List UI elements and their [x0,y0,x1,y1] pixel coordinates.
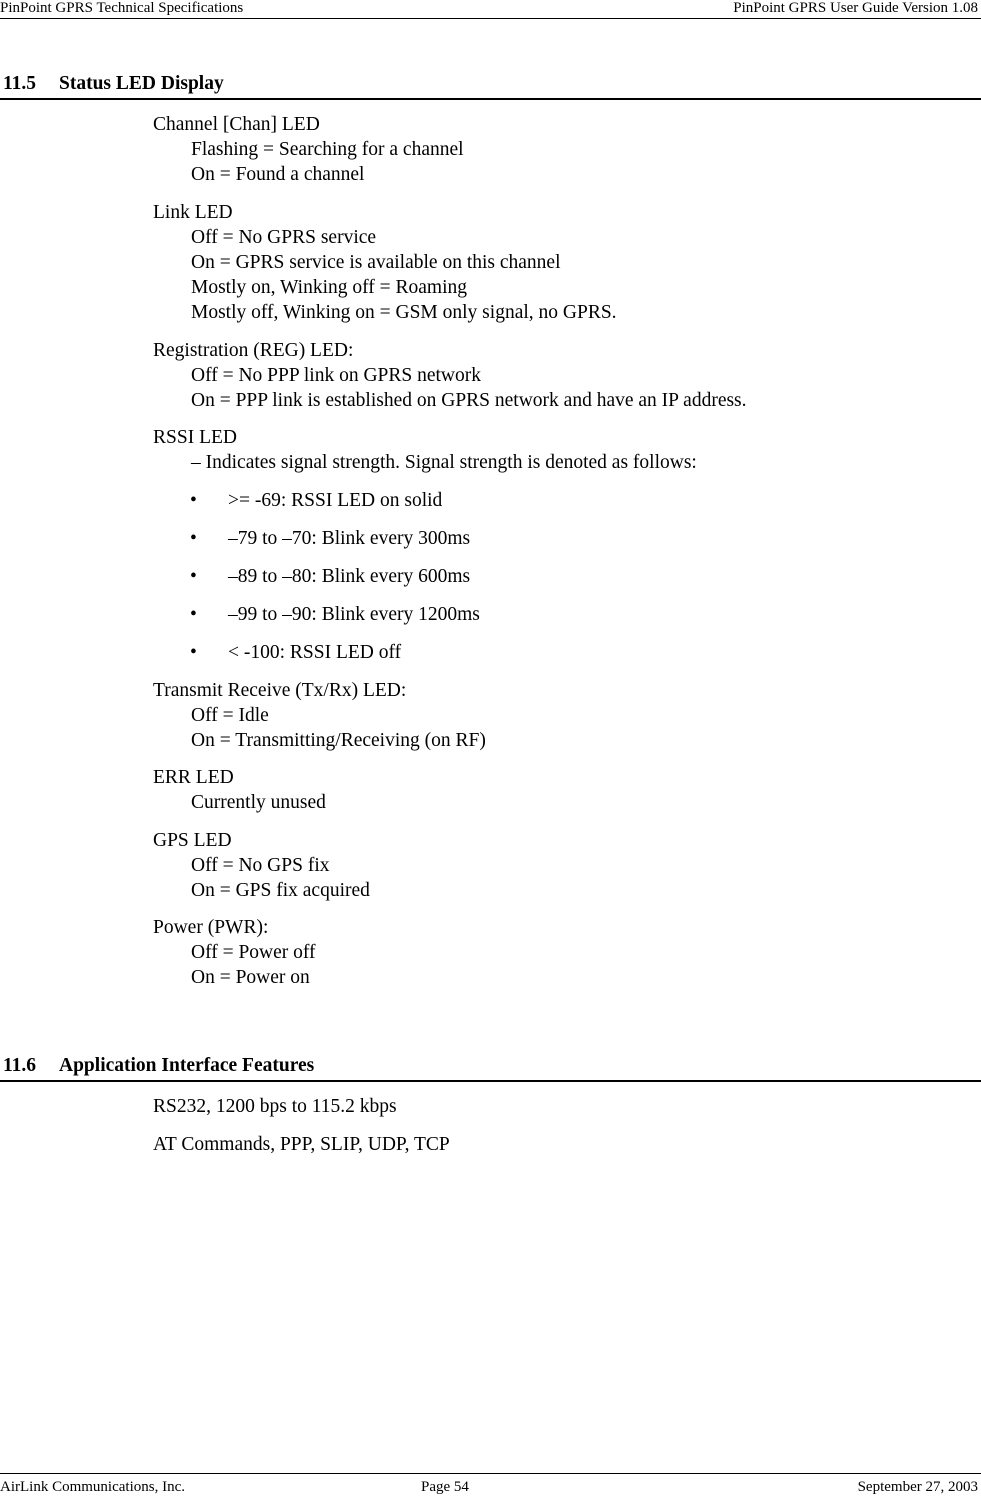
header-right-text: PinPoint GPRS User Guide Version 1.08 [733,0,978,16]
section-number: 11.6 [3,1055,37,1076]
link-led-line: Off = No GPRS service [191,227,377,248]
power-led-heading: Power (PWR): [153,917,269,938]
interface-line: AT Commands, PPP, SLIP, UDP, TCP [153,1134,450,1155]
registration-led-line: Off = No PPP link on GPRS network [191,365,481,386]
section-title: Status LED Display [59,73,224,94]
bullet-icon: • [190,566,197,587]
power-led-line: Off = Power off [191,942,316,963]
channel-led-line: On = Found a channel [191,164,365,185]
page-footer [0,1473,981,1496]
rssi-bullet-item: < -100: RSSI LED off [228,642,402,663]
txrx-led-line: Off = Idle [191,705,269,726]
channel-led-line: Flashing = Searching for a channel [191,139,464,160]
footer-company: AirLink Communications, Inc. [0,1479,185,1495]
rssi-led-intro: – Indicates signal strength. Signal strength is denoted as follows: [191,452,697,473]
power-led-line: On = Power on [191,967,310,988]
rssi-bullet-item: –79 to –70: Blink every 300ms [228,528,471,549]
section-heading-11-5 [0,72,981,100]
gps-led-line: On = GPS fix acquired [191,880,370,901]
section-number: 11.5 [3,73,37,94]
link-led-line: On = GPRS service is available on this channel [191,252,561,273]
rssi-bullet-item: –99 to –90: Blink every 1200ms [228,604,480,625]
bullet-icon: • [190,490,197,511]
registration-led-heading: Registration (REG) LED: [153,340,354,361]
txrx-led-heading: Transmit Receive (Tx/Rx) LED: [153,680,407,701]
link-led-line: Mostly on, Winking off = Roaming [191,277,467,298]
channel-led-heading: Channel [Chan] LED [153,114,320,135]
err-led-heading: ERR LED [153,767,234,788]
gps-led-heading: GPS LED [153,830,232,851]
interface-line: RS232, 1200 bps to 115.2 kbps [153,1096,397,1117]
bullet-icon: • [190,642,197,663]
registration-led-line: On = PPP link is established on GPRS network and have an IP address. [191,390,747,411]
footer-date: September 27, 2003 [857,1479,978,1495]
err-led-line: Currently unused [191,792,326,813]
section-heading-11-6 [0,1054,981,1082]
bullet-icon: • [190,528,197,549]
bullet-icon: • [190,604,197,625]
page-header [0,0,981,19]
rssi-led-heading: RSSI LED [153,427,237,448]
rssi-bullet-item: –89 to –80: Blink every 600ms [228,566,471,587]
link-led-line: Mostly off, Winking on = GSM only signal, no GPRS. [191,302,617,323]
header-left-text: PinPoint GPRS Technical Specifications [0,0,244,16]
gps-led-line: Off = No GPS fix [191,855,330,876]
footer-page-number: Page 54 [421,1479,469,1495]
txrx-led-line: On = Transmitting/Receiving (on RF) [191,730,486,751]
link-led-heading: Link LED [153,202,233,223]
section-title: Application Interface Features [59,1055,315,1076]
rssi-bullet-item: >= -69: RSSI LED on solid [228,490,443,511]
